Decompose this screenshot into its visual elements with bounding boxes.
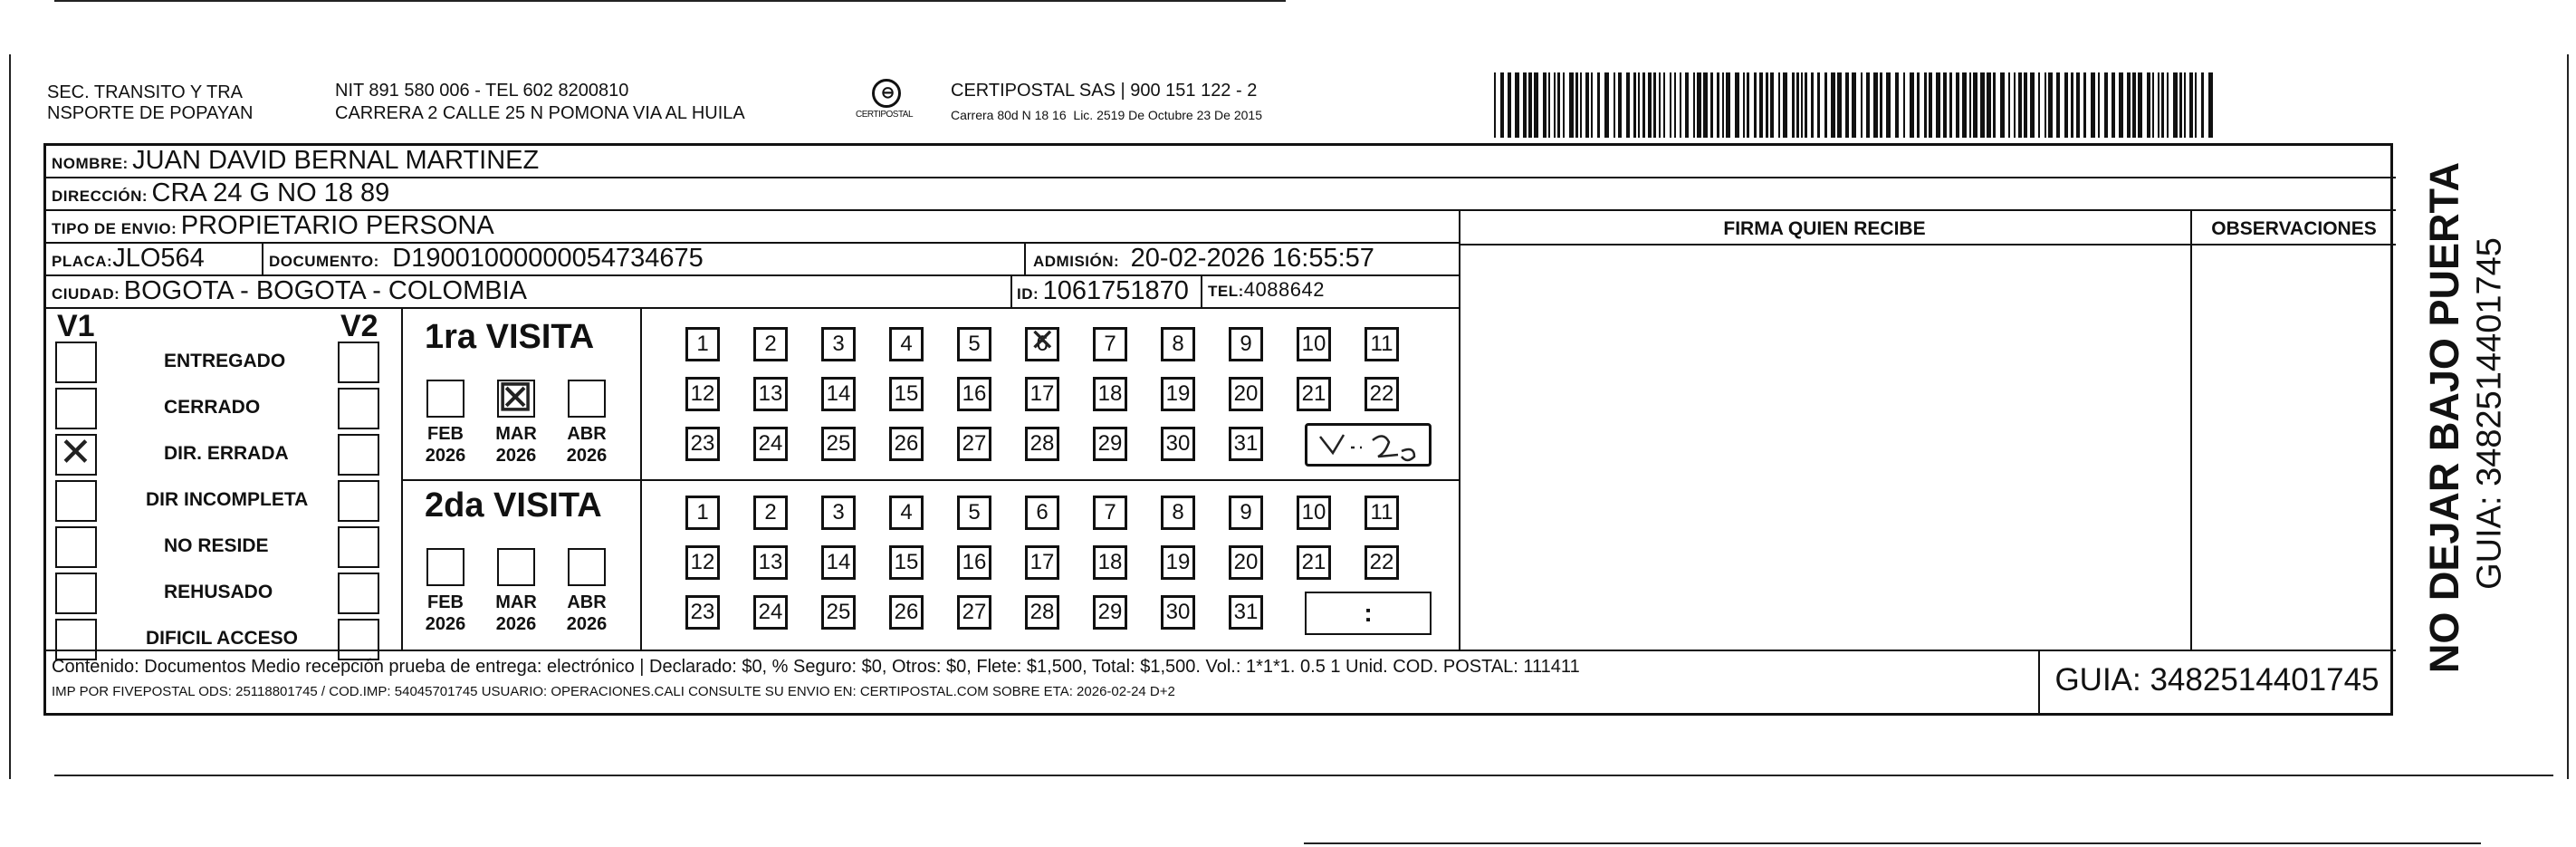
day-box[interactable]: 8 — [1161, 496, 1195, 530]
year-label: 2026 — [495, 614, 537, 634]
placa-value: JLO564 — [112, 244, 205, 273]
barcode-bar — [1494, 72, 1496, 138]
month-checkbox[interactable] — [497, 548, 535, 586]
day-box[interactable]: 7 — [1093, 327, 1127, 361]
day-box[interactable]: 25 — [821, 595, 856, 630]
day-box[interactable]: 25 — [821, 427, 856, 461]
barcode-bar — [1554, 72, 1556, 138]
placa-label: PLACA: — [52, 253, 113, 270]
nit-line1: NIT 891 580 006 - TEL 602 8200810 — [335, 81, 629, 101]
day-box[interactable]: 19 — [1161, 377, 1195, 411]
year-label: 2026 — [425, 446, 466, 466]
v2-checkbox[interactable] — [338, 573, 379, 614]
barcode-bar — [1770, 72, 1774, 138]
barcode-bar — [1910, 72, 1914, 138]
delivery-form — [43, 143, 2393, 716]
nombre-value: JUAN DAVID BERNAL MARTINEZ — [132, 146, 540, 175]
day-box[interactable]: 11 — [1365, 496, 1399, 530]
id-value: 1061751870 — [1042, 276, 1189, 305]
barcode-bar — [1685, 72, 1689, 138]
day-box[interactable]: 19 — [1161, 545, 1195, 580]
day-box[interactable]: 10 — [1297, 496, 1331, 530]
v1-checkbox[interactable] — [55, 619, 97, 660]
row-placa — [46, 244, 1459, 276]
observaciones-label: OBSERVACIONES — [2211, 218, 2377, 239]
barcode-bar — [1880, 72, 1882, 138]
scan-edge-top — [54, 0, 1286, 2]
month-checkbox[interactable] — [568, 548, 606, 586]
barcode-bar — [2098, 72, 2100, 138]
scan-edge-right — [2567, 54, 2569, 779]
day-box[interactable]: 26 — [889, 595, 924, 630]
barcode-bar — [1580, 72, 1582, 138]
barcode-bar — [1653, 72, 1656, 138]
v2-checkbox[interactable] — [338, 434, 379, 476]
handwritten-time — [1307, 426, 1429, 464]
year-label: 2026 — [425, 614, 466, 634]
barcode-bar — [2152, 72, 2154, 138]
barcode-bar — [1969, 72, 1971, 138]
barcode-bar — [1648, 72, 1652, 138]
v1-checkbox[interactable] — [55, 526, 97, 568]
v1-checkbox[interactable] — [55, 434, 97, 476]
barcode-bar — [2127, 72, 2131, 138]
documento-label: DOCUMENTO: — [269, 253, 379, 270]
month-label: ABR — [567, 592, 607, 612]
documento-value: D19001000000054734675 — [392, 244, 704, 273]
barcode-bar — [1824, 72, 1827, 138]
firma-area[interactable] — [1460, 245, 2188, 650]
barcode-bar — [1837, 72, 1842, 138]
time-box-second[interactable]: : — [1305, 592, 1432, 635]
day-box[interactable]: 27 — [957, 595, 991, 630]
day-box[interactable]: 20 — [1229, 545, 1263, 580]
month-label: ABR — [567, 424, 607, 444]
barcode-bar — [1973, 72, 1977, 138]
day-box[interactable]: 5 — [957, 327, 991, 361]
barcode-bar — [2064, 72, 2068, 138]
day-box[interactable]: 9 — [1229, 496, 1263, 530]
status-label: DIR. ERRADA — [164, 443, 289, 464]
barcode-bar — [2024, 72, 2027, 138]
barcode-bar — [1924, 72, 1927, 138]
v1-checkbox[interactable] — [55, 480, 97, 522]
barcode-bar — [1515, 72, 1519, 138]
day-box[interactable]: 3 — [821, 327, 856, 361]
day-box[interactable]: 6 ✕ — [1025, 327, 1059, 361]
day-box[interactable]: 2 — [753, 496, 788, 530]
barcode-bar — [1766, 72, 1768, 138]
barcode-bar — [1886, 72, 1891, 138]
day-box[interactable]: 28 — [1025, 427, 1059, 461]
status-label: NO RESIDE — [164, 535, 269, 556]
day-box[interactable]: 6 — [1025, 496, 1059, 530]
barcode-bar — [2173, 72, 2178, 138]
status-label: CERRADO — [164, 397, 261, 418]
month-label: FEB — [427, 592, 464, 612]
barcode-bar — [1618, 72, 1622, 138]
barcode-bar — [1792, 72, 1795, 138]
day-box[interactable]: 11 — [1365, 327, 1399, 361]
barcode-bar — [1817, 72, 1820, 138]
status-label: DIFICIL ACCESO — [146, 628, 299, 649]
day-box[interactable]: 5 — [957, 496, 991, 530]
day-box[interactable]: 27 — [957, 427, 991, 461]
certipostal-logo — [856, 79, 919, 126]
barcode-bar — [2195, 72, 2197, 138]
v1-checkbox[interactable] — [55, 573, 97, 614]
day-box[interactable]: 15 — [889, 377, 924, 411]
barcode-bar — [1670, 72, 1671, 138]
org-line1: SEC. TRANSITO Y TRA — [47, 82, 243, 102]
barcode-bar — [2147, 72, 2150, 138]
day-box[interactable]: 28 — [1025, 595, 1059, 630]
barcode-bar — [1929, 72, 1932, 138]
barcode-bar — [1956, 72, 1959, 138]
barcode-bar — [1563, 72, 1565, 138]
barcode-bar — [1866, 72, 1870, 138]
day-box[interactable]: 31 — [1229, 595, 1263, 630]
v2-label: V2 — [340, 309, 378, 343]
day-box[interactable]: 22 — [1365, 545, 1399, 580]
admision-label: ADMISIÓN: — [1033, 253, 1120, 270]
barcode-bar — [2189, 72, 2193, 138]
month-checkbox[interactable] — [426, 380, 464, 418]
day-box[interactable]: 23 — [685, 595, 720, 630]
barcode-bar — [1778, 72, 1780, 138]
barcode-bar — [1852, 72, 1856, 138]
day-box[interactable]: 24 — [753, 595, 788, 630]
day-box[interactable]: 14 — [821, 377, 856, 411]
tel-label: TEL: — [1208, 283, 1244, 300]
day-box[interactable]: 13 — [753, 377, 788, 411]
year-label: 2026 — [566, 446, 608, 466]
day-box[interactable]: 29 — [1093, 427, 1127, 461]
barcode-bar — [2071, 72, 2073, 138]
barcode-bar — [1663, 72, 1665, 138]
scan-edge-bottom — [1304, 842, 2481, 844]
barcode-bar — [2008, 72, 2010, 138]
row-nombre — [46, 146, 2396, 178]
day-box[interactable]: 16 — [957, 377, 991, 411]
day-box[interactable]: 21 — [1297, 545, 1331, 580]
barcode-bar — [1591, 72, 1593, 138]
barcode-bar — [1861, 72, 1863, 138]
barcode — [1494, 72, 2218, 138]
firma-label: FIRMA QUIEN RECIBE — [1723, 218, 1926, 239]
scan-edge-left — [9, 54, 11, 779]
day-box[interactable]: 31 — [1229, 427, 1263, 461]
day-box[interactable]: 15 — [889, 545, 924, 580]
day-box[interactable]: 7 — [1093, 496, 1127, 530]
barcode-bar — [2083, 72, 2086, 138]
barcode-bar — [1993, 72, 1996, 138]
year-label: 2026 — [566, 614, 608, 634]
side-panel — [2408, 161, 2509, 688]
barcode-bar — [1659, 72, 1661, 138]
barcode-bar — [1500, 72, 1504, 138]
day-box[interactable]: 30 — [1161, 595, 1195, 630]
day-box[interactable]: 1 — [685, 496, 720, 530]
barcode-bar — [1796, 72, 1799, 138]
barcode-bar — [1543, 72, 1547, 138]
day-box[interactable]: 4 — [889, 496, 924, 530]
barcode-bar — [1717, 72, 1719, 138]
barcode-bar — [1962, 72, 1967, 138]
barcode-bar — [1943, 72, 1947, 138]
day-box[interactable]: 17 — [1025, 545, 1059, 580]
barcode-bar — [1597, 72, 1600, 138]
row-direccion — [46, 178, 2396, 211]
day-box[interactable]: 18 — [1093, 377, 1127, 411]
v2-checkbox[interactable] — [338, 388, 379, 429]
footer-line2: IMP POR FIVEPOSTAL ODS: 25118801745 / COD.IMP: 54045701745 USUARIO: OPERACIONES.CALI CONSULTE SU ENVIO EN: CERTIPOSTAL.COM SOBRE ETA: 2026-02-24 D+2 — [52, 684, 1175, 699]
day-box[interactable]: 14 — [821, 545, 856, 580]
v2-checkbox[interactable] — [338, 619, 379, 660]
barcode-bar — [2014, 72, 2016, 138]
barcode-bar — [1845, 72, 1849, 138]
barcode-bar — [1873, 72, 1878, 138]
day-box[interactable]: 30 — [1161, 427, 1195, 461]
day-box[interactable]: 29 — [1093, 595, 1127, 630]
barcode-bar — [1548, 72, 1550, 138]
day-box[interactable]: 21 — [1297, 377, 1331, 411]
month-label: FEB — [427, 424, 464, 444]
barcode-bar — [2208, 72, 2213, 138]
barcode-bar — [1747, 72, 1749, 138]
barcode-bar — [1754, 72, 1757, 138]
barcode-bar — [1626, 72, 1630, 138]
barcode-bar — [2161, 72, 2164, 138]
barcode-bar — [1638, 72, 1640, 138]
footer-guia: GUIA: 3482514401745 — [2054, 662, 2380, 698]
day-box[interactable]: 8 — [1161, 327, 1195, 361]
barcode-bar — [1801, 72, 1803, 138]
barcode-bar — [1726, 72, 1730, 138]
status-label: ENTREGADO — [164, 351, 286, 371]
month-checkbox[interactable] — [568, 380, 606, 418]
barcode-bar — [2158, 72, 2159, 138]
logo-icon: ⊖ — [872, 79, 901, 108]
barcode-bar — [2018, 72, 2022, 138]
day-box[interactable]: 9 — [1229, 327, 1263, 361]
company-line1: CERTIPOSTAL SAS | 900 151 122 - 2 — [951, 81, 1258, 101]
admision-value: 20-02-2026 16:55:57 — [1130, 244, 1374, 273]
barcode-bar — [1949, 72, 1952, 138]
status-label: DIR INCOMPLETA — [146, 489, 309, 510]
barcode-bar — [1680, 72, 1681, 138]
side-warning: NO DEJAR BAJO PUERTA — [2421, 161, 2467, 674]
tipo-envio-label: TIPO DE ENVIO: — [52, 220, 177, 237]
month-checkbox[interactable] — [426, 548, 464, 586]
company-line2: Carrera 80d N 18 16 Lic. 2519 De Octubre 23 De 2015 — [951, 108, 1262, 122]
day-box[interactable]: 4 — [889, 327, 924, 361]
barcode-bar — [1534, 72, 1538, 138]
day-box[interactable]: 10 — [1297, 327, 1331, 361]
barcode-bar — [1917, 72, 1920, 138]
barcode-bar — [1811, 72, 1814, 138]
barcode-bar — [1759, 72, 1763, 138]
year-label: 2026 — [495, 446, 537, 466]
nit-line2: CARRERA 2 CALLE 25 N POMONA VIA AL HUILA — [335, 103, 745, 123]
barcode-bar — [2076, 72, 2080, 138]
nombre-label: NOMBRE: — [52, 155, 129, 172]
barcode-bar — [1831, 72, 1835, 138]
barcode-bar — [1710, 72, 1713, 138]
barcode-bar — [1805, 72, 1807, 138]
ciudad-value: BOGOTA - BOGOTA - COLOMBIA — [123, 276, 528, 305]
day-box[interactable]: 22 — [1365, 377, 1399, 411]
v1-checkbox[interactable] — [55, 388, 97, 429]
barcode-bar — [2179, 72, 2182, 138]
barcode-bar — [1980, 72, 1985, 138]
direccion-value: CRA 24 G NO 18 89 — [151, 178, 390, 207]
side-guia: GUIA: 3482514401745 — [2470, 237, 2509, 590]
barcode-bar — [1903, 72, 1905, 138]
tipo-envio-value: PROPIETARIO PERSONA — [180, 211, 494, 240]
barcode-bar — [2119, 72, 2123, 138]
barcode-bar — [1557, 72, 1560, 138]
barcode-bar — [2184, 72, 2186, 138]
v1-label: V1 — [57, 309, 95, 343]
month-checkbox[interactable] — [497, 380, 535, 418]
barcode-bar — [1674, 72, 1676, 138]
first-visit-title: 1ra VISITA — [425, 318, 595, 356]
barcode-bar — [2000, 72, 2005, 138]
day-box[interactable]: 12 — [685, 377, 720, 411]
month-label: MAR — [495, 424, 537, 444]
barcode-bar — [1936, 72, 1940, 138]
v2-checkbox[interactable] — [338, 480, 379, 522]
scan-edge-line — [54, 775, 2553, 776]
day-box[interactable]: 18 — [1093, 545, 1127, 580]
barcode-bar — [1735, 72, 1739, 138]
barcode-bar — [1523, 72, 1527, 138]
row-tipo-envio — [46, 211, 1459, 244]
day-box[interactable]: 20 — [1229, 377, 1263, 411]
day-box[interactable]: 16 — [957, 545, 991, 580]
v2-checkbox[interactable] — [338, 342, 379, 383]
barcode-bar — [2132, 72, 2136, 138]
day-box[interactable]: 17 — [1025, 377, 1059, 411]
org-line2: NSPORTE DE POPAYAN — [47, 103, 254, 123]
ciudad-label: CIUDAD: — [52, 285, 120, 303]
barcode-bar — [2048, 72, 2053, 138]
barcode-bar — [2167, 72, 2169, 138]
status-label: REHUSADO — [164, 582, 273, 602]
barcode-bar — [2091, 72, 2095, 138]
barcode-bar — [2030, 72, 2035, 138]
barcode-bar — [1569, 72, 1574, 138]
month-label: MAR — [495, 592, 537, 612]
barcode-bar — [2138, 72, 2142, 138]
logo-text: CERTIPOSTAL — [856, 110, 914, 120]
footer-line1: Contenido: Documentos Medio recepción prueba de entrega: electrónico | Declarado: $0, % Seguro: $0, Otros: $0, Flete: $1,500, Total: $1,500. Vol.: 1*1*1. 0.5 1 Unid. COD. POSTAL: 111411 — [52, 657, 1580, 677]
tel-value: 4088642 — [1243, 278, 1325, 301]
barcode-bar — [2104, 72, 2108, 138]
barcode-bar — [1528, 72, 1532, 138]
observaciones-area[interactable] — [2192, 245, 2394, 650]
barcode-bar — [1783, 72, 1787, 138]
barcode-bar — [1693, 72, 1695, 138]
barcode-bar — [2056, 72, 2060, 138]
barcode-bar — [1575, 72, 1578, 138]
row-ciudad — [46, 276, 1459, 309]
day-box[interactable]: 12 — [685, 545, 720, 580]
barcode-bar — [2038, 72, 2040, 138]
barcode-bar — [1604, 72, 1609, 138]
barcode-bar — [1508, 72, 1511, 138]
barcode-bar — [1614, 72, 1615, 138]
time-box-first[interactable] — [1305, 423, 1432, 467]
day-box[interactable]: 3 — [821, 496, 856, 530]
barcode-bar — [1642, 72, 1645, 138]
direccion-label: DIRECCIÓN: — [52, 188, 148, 205]
id-label: ID: — [1017, 285, 1039, 303]
v2-checkbox[interactable] — [338, 526, 379, 568]
day-box[interactable]: 13 — [753, 545, 788, 580]
day-box[interactable]: 1 — [685, 327, 720, 361]
barcode-bar — [1633, 72, 1636, 138]
barcode-bar — [1585, 72, 1589, 138]
barcode-bar — [1743, 72, 1745, 138]
barcode-bar — [1987, 72, 1991, 138]
day-box[interactable]: 2 — [753, 327, 788, 361]
day-box[interactable]: 24 — [753, 427, 788, 461]
barcode-bar — [2201, 72, 2204, 138]
barcode-bar — [1895, 72, 1899, 138]
v1-checkbox[interactable] — [55, 342, 97, 383]
day-box[interactable]: 23 — [685, 427, 720, 461]
barcode-bar — [1697, 72, 1701, 138]
barcode-bar — [2045, 72, 2046, 138]
barcode-bar — [1703, 72, 1708, 138]
barcode-bar — [1722, 72, 1724, 138]
barcode-bar — [2112, 72, 2115, 138]
second-visit-title: 2da VISITA — [425, 486, 602, 525]
day-box[interactable]: 26 — [889, 427, 924, 461]
